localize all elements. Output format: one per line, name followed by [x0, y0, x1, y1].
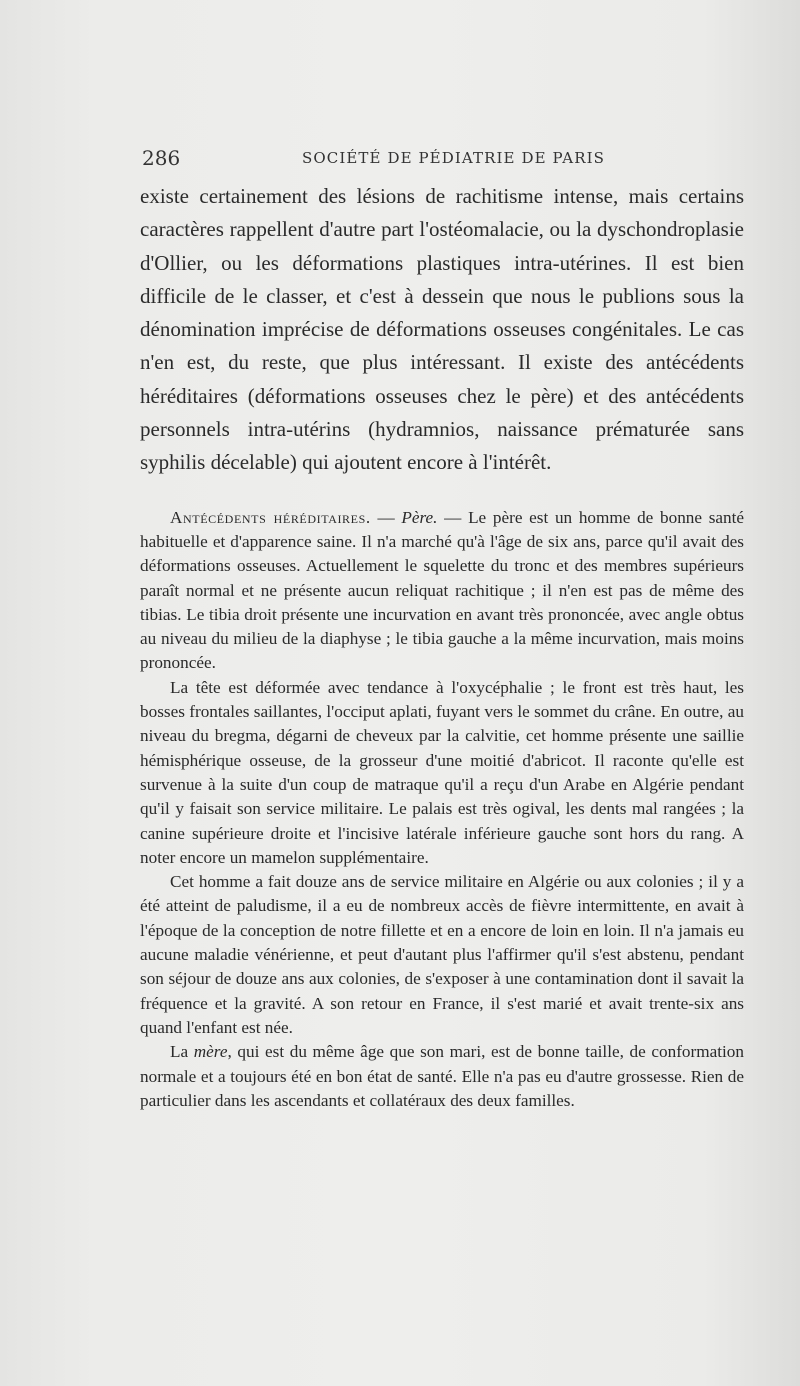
mother-word: mère	[193, 1042, 228, 1062]
intro-block	[140, 180, 744, 480]
body-text	[140, 180, 744, 1113]
section-paragraph-head: La tête est déformée avec tendance à l'oxycéphalie ; le front est très haut, les bosses frontales saillantes, l'occiput aplati, fuyant vers le sommet du crâne. En outre, au niveau du bregma, dégarni de cheveux par la calvitie, cet homme présente une saillie hémisphérique osseuse, de la grosseur d'une moitié d'abricot. Il raconte qu'elle est survenue à la suite d'un coup de matraque qu'il a reçu d'un Arabe en Algérie pendant qu'il y faisait son service militaire. Le palais est très ogival, les dents mal rangées ; la canine supérieure droite et l'incisive latérale inférieure gauche sont hors du rang. A noter encore un mamelon supplémentaire.	[140, 677, 744, 867]
section-subheading: Père.	[401, 507, 438, 527]
section-paragraph-father	[140, 506, 744, 676]
subheading-dash: —	[437, 507, 469, 527]
section-heading: Antécédents héréditaires.	[170, 507, 371, 527]
paragraph-father-text: Le père est un homme de bonne santé habituelle et d'apparence saine. Il n'a marché qu'à l'âge de six ans, parce qu'il avait des déformations osseuses. Actuellement le squelette du tronc et des membres supérieurs paraît normal et ne présente aucun reliquat rachitique ; il n'en est pas de même des tibias. Le tibia droit présente une incurvation en avant très prononcée, avec angle obtus au niveau du milieu de la diaphyse ; le tibia gauche a la même incurvation, mais moins prononcée.	[140, 507, 745, 673]
page-header	[142, 146, 742, 172]
intro-paragraph: existe certainement des lésions de rachitisme intense, mais certains caractères rappellent d'autre part l'ostéomalacie, ou la dyschondroplasie d'Ollier, ou les déformations plastiques intra-utérines. Il est bien difficile de le classer, et c'est à dessein que nous le publions sous la dénomination imprécise de déformations osseuses congénitales. Le cas n'en est, du reste, que plus intéressant. Il existe des antécédents héréditaires (déformations osseuses chez le père) et des antécédents personnels intra-utérins (hydramnios, naissance prématurée sans syphilis décelable) qui ajoutent encore à l'intérêt.	[140, 184, 744, 475]
paragraph-mother-start: La	[170, 1042, 194, 1062]
paragraph-mother-text: , qui est du même âge que son mari, est de bonne taille, de conformation normale et a toujours été en bon état de santé. Elle n'a pas eu d'autre grossesse. Rien de particulier dans les ascendants et collatéraux des deux familles.	[140, 1042, 744, 1110]
page-number: 286	[142, 146, 181, 170]
section-paragraph-military: Cet homme a fait douze ans de service militaire en Algérie ou aux colonies ; il y a été atteint de paludisme, il a eu de nombreux accès de fièvre intermittente, en avait à l'époque de la conception de notre fillette et en a encore de loin en loin. Il n'a jamais eu aucune maladie vénérienne, et peut d'autant plus l'affirmer qu'il s'est abstenu, pendant son séjour de douze ans aux colonies, de s'exposer à une contamination dont il savait la fréquence et la gravité. A son retour en France, il s'est marié et avait trente-six ans quand l'enfant est née.	[140, 872, 744, 1037]
hereditary-antecedents-section	[140, 506, 744, 1113]
running-title: SOCIÉTÉ DE PÉDIATRIE DE PARIS	[302, 149, 606, 167]
heading-dash: —	[370, 507, 402, 527]
section-paragraph-mother	[140, 1040, 744, 1113]
